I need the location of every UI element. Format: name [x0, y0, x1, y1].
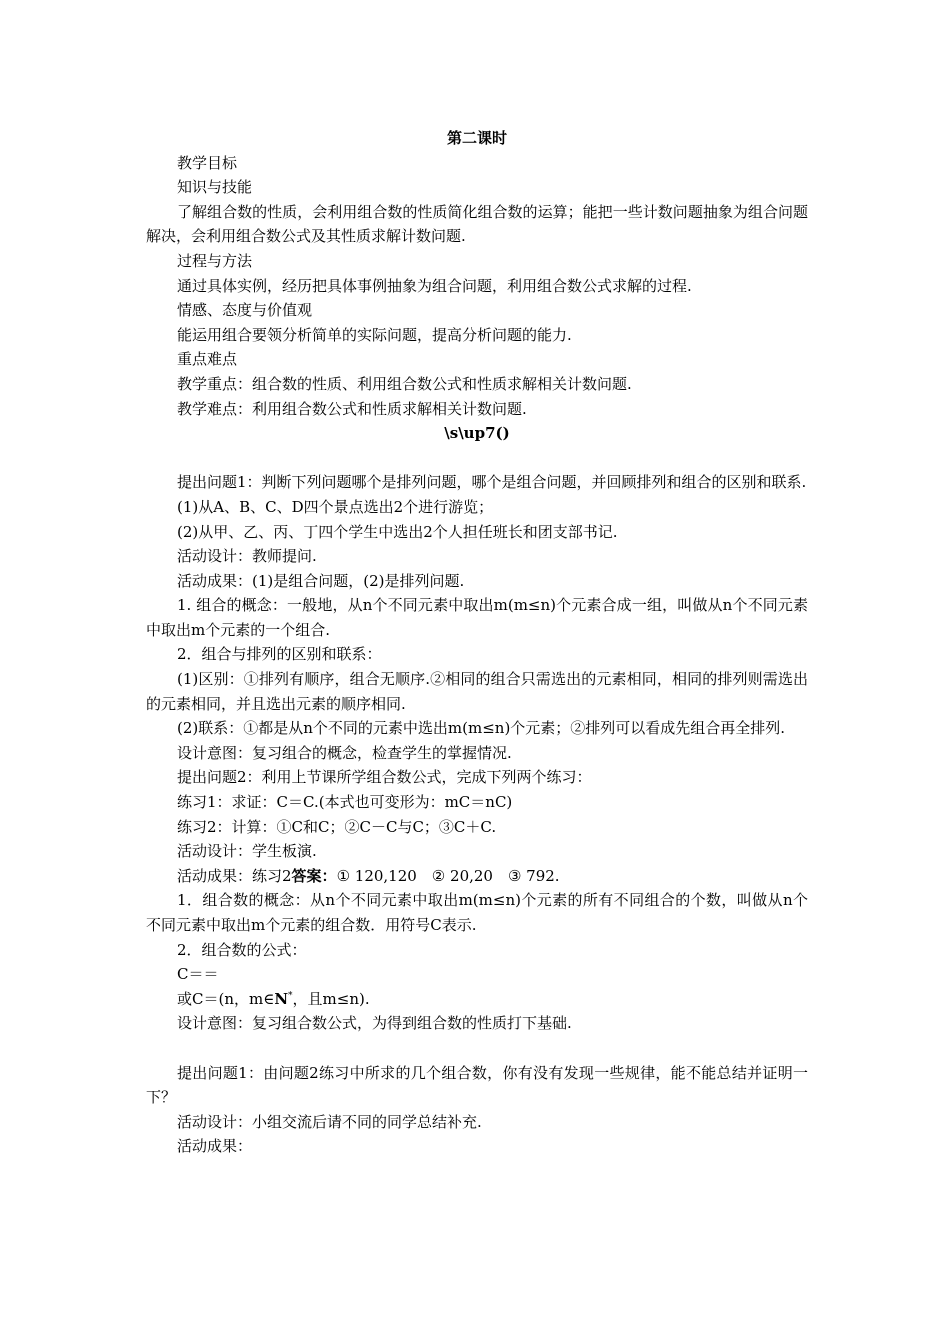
paragraph: 通过具体实例，经历把具体事例抽象为组合问题，利用组合数公式求解的过程.	[177, 276, 692, 295]
formula: C＝＝	[177, 965, 219, 984]
blank-line	[146, 1036, 808, 1061]
paragraph: 提出问题1：判断下列问题哪个是排列问题，哪个是组合问题，并回顾排列和组合的区别和联系.	[177, 473, 807, 492]
paragraph: 提出问题2：利用上节课所学组合数公式，完成下列两个练习：	[177, 768, 592, 787]
formula-set-symbol: N	[274, 989, 289, 1008]
answer-values: ① 120,120 ② 20,20 ③ 792.	[336, 866, 560, 885]
paragraph: 2．组合数的公式：	[177, 940, 307, 959]
formula-superscript: *	[288, 990, 293, 1001]
answer-prefix: 活动成果：练习2	[177, 866, 292, 885]
paragraph: 活动成果：	[177, 1137, 253, 1156]
paragraph: (2)联系：①都是从n个不同的元素中选出m(m≤n)个元素；②排列可以看成先组合再全排列.	[177, 719, 786, 738]
paragraph: 1. 组合的概念：一般地，从n个不同元素中取出m(m≤n)个元素合成一组，叫做从n个不同元素中取出m个元素的一个组合.	[146, 596, 808, 639]
paragraph: 教学目标	[177, 153, 238, 172]
paragraph: (1)区别：①排列有顺序，组合无顺序.②相同的组合只需选出的元素相同，相同的排列则需选出的元素相同，并且选出元素的顺序相同.	[146, 670, 808, 713]
paragraph: 重点难点	[177, 350, 238, 369]
paragraph: 能运用组合要领分析简单的实际问题，提高分析问题的能力.	[177, 325, 572, 344]
section-heading: \s\up7()	[444, 424, 510, 443]
paragraph: 练习2：计算：①C和C；②C－C与C；③C＋C.	[177, 817, 497, 836]
paragraph: 活动成果：(1)是组合问题，(2)是排列问题.	[177, 571, 465, 590]
answer-label: 答案：	[291, 866, 337, 885]
paragraph: 练习1：求证：C＝C.(本式也可变形为：mC＝nC)	[177, 793, 513, 812]
formula-prefix: 或C＝(n，m∈	[177, 989, 275, 1008]
paragraph: (2)从甲、乙、丙、丁四个学生中选出2个人担任班长和团支部书记.	[177, 522, 618, 541]
paragraph: 2．组合与排列的区别和联系：	[177, 645, 382, 664]
formula-line	[146, 987, 808, 1012]
paragraph: 1．组合数的概念：从n个不同元素中取出m(m≤n)个元素的所有不同组合的个数，叫做从n个不同元素中取出m个元素的组合数．用符号C表示.	[146, 891, 808, 934]
document-page	[146, 126, 808, 1159]
page-title: 第二课时	[446, 129, 507, 147]
paragraph: 知识与技能	[177, 178, 253, 197]
paragraph: (1)从A、B、C、D四个景点选出2个进行游览；	[177, 497, 494, 516]
blank-line	[146, 446, 808, 471]
paragraph: 设计意图：复习组合数公式，为得到组合数的性质打下基础.	[177, 1014, 572, 1033]
paragraph: 过程与方法	[177, 251, 253, 270]
paragraph: 提出问题1：由问题2练习中所求的几个组合数，你有没有发现一些规律，能不能总结并证明一下？	[146, 1063, 808, 1107]
paragraph: 情感、态度与价值观	[177, 301, 313, 320]
formula-rest: ，且m≤n).	[292, 989, 370, 1008]
answer-line	[146, 864, 808, 889]
paragraph: 教学难点：利用组合数公式和性质求解相关计数问题.	[177, 399, 527, 418]
paragraph: 设计意图：复习组合的概念，检查学生的掌握情况.	[177, 743, 512, 762]
paragraph: 教学重点：组合数的性质、利用组合数公式和性质求解相关计数问题.	[177, 374, 632, 393]
paragraph: 活动设计：教师提问.	[177, 547, 317, 566]
paragraph: 活动设计：学生板演.	[177, 842, 317, 861]
paragraph: 活动设计：小组交流后请不同的同学总结补充.	[177, 1112, 482, 1131]
paragraph: 了解组合数的性质，会利用组合数的性质简化组合数的运算；能把一些计数问题抽象为组合问题解决，会利用组合数公式及其性质求解计数问题.	[146, 202, 808, 246]
